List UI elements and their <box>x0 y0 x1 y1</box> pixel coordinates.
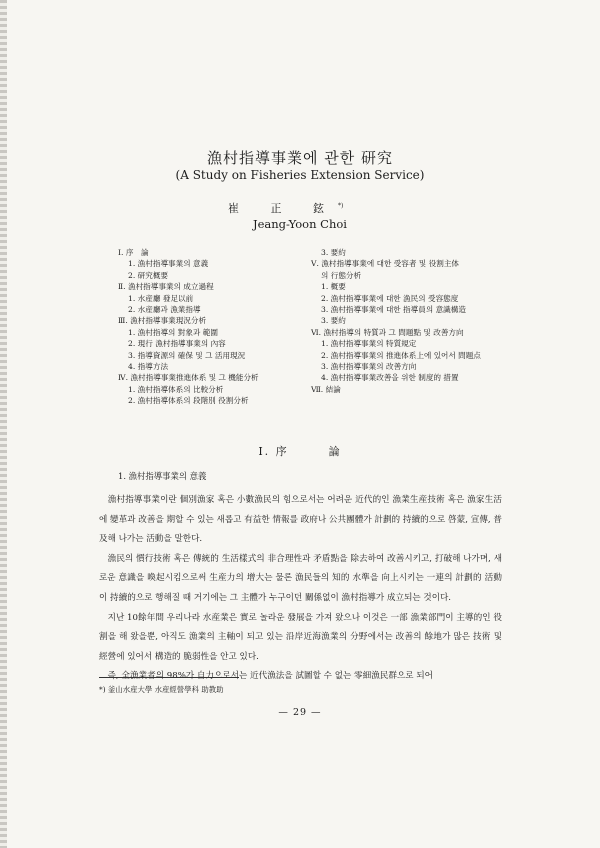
section-word: 論 <box>328 445 342 458</box>
toc-entry: 2. 漁村指導事業에 대한 漁民의 受容態度 <box>321 293 459 303</box>
toc-entry: Ⅶ. 結論 <box>311 384 341 394</box>
paragraph: 지난 10餘年間 우리나라 水産業은 實로 놀라운 發展을 가져 왔으나 이것은 一部 漁業部門이 主導的인 役割을 해 왔을뿐, 아직도 漁業의 主軸이 되고 있는 沿岸近海漁業의 分野에서는 改善의 餘地가 많은 技術 및 經營에 있어서 構造的 脆弱性을 안고 있다. <box>99 612 502 662</box>
author-roman-name: Jeang-Yoon Choi <box>253 217 347 231</box>
section-numeral: Ⅰ. 序 <box>258 445 289 458</box>
table-of-contents-left <box>118 247 298 407</box>
subsection-heading: 1. 漁村指導事業의 意義 <box>118 471 207 481</box>
toc-entry: 3. 指導資源의 確保 및 그 活用現況 <box>128 350 246 360</box>
toc-entry: 1. 漁村指導의 對象과 範圍 <box>128 327 218 337</box>
page-number: — 29 — <box>278 707 322 718</box>
paper-subtitle: (A Study on Fisheries Extension Service) <box>175 168 425 182</box>
author-footnote-mark: *) <box>338 202 344 210</box>
toc-entry: Ⅱ. 漁村指導事業의 成立過程 <box>118 282 214 292</box>
author-name <box>228 200 378 216</box>
paper-title: 漁村指導事業에 관한 研究 <box>206 149 393 167</box>
paragraph: 漁民의 慣行技術 혹은 傳統的 生活樣式의 非合理性과 矛盾點을 除去하여 改善시키고, 打破해 나가며, 새로운 意識을 喚起시킴으로써 生産力의 增大는 물론 漁民들의 知的 水準을 向上시키는 一連의 計劃的 活動이 持續的으로 행해질 때 거기에는 그 主體가 누구이던 關係없이 漁村指導가 成立되는 것이다. <box>99 553 502 603</box>
toc-entry: Ⅵ. 漁村指導의 特質과 그 問題點 및 改善方向 <box>311 327 464 337</box>
toc-entry: Ⅲ. 漁村指導事業現況分析 <box>118 316 207 326</box>
toc-entry: 2. 水産廳과 漁業指導 <box>128 305 201 315</box>
toc-entry: 1. 漁村指導事業의 意義 <box>128 259 209 269</box>
toc-entry: 3. 要約 <box>321 316 346 326</box>
toc-entry: 1. 漁村指導事業의 特質規定 <box>321 339 417 349</box>
toc-entry: 4. 指導方法 <box>128 362 169 372</box>
section-heading <box>0 443 600 459</box>
toc-entry: 3. 漁村指導事業에 대한 指導員의 意識構造 <box>321 305 466 315</box>
footnote-divider <box>99 677 239 678</box>
toc-entry: 3. 要約 <box>321 248 346 257</box>
author-name-text: 崔 正 鉉 <box>228 202 338 215</box>
toc-entry: Ⅳ. 漁村指導事業推進体系 및 그 機能分析 <box>118 373 259 383</box>
toc-entry: 2. 研究概要 <box>128 270 169 280</box>
footnote: *) 釜山水産大學 水産經營學科 助教助 <box>99 685 224 694</box>
toc-entry: 3. 漁村指導事業의 改善方向 <box>321 362 417 372</box>
paragraph: 漁村指導事業이란 個別漁家 혹은 小數漁民의 힘으로서는 어려운 近代的인 漁業生産技術 혹은 漁家生活에 變革과 改善을 期할 수 있는 새롭고 有益한 情報를 政府나 公共團體가 計劃的 持續的으로 啓蒙, 宣傳, 普及해 나가는 活動을 말한다. <box>99 495 502 545</box>
table-of-contents-right <box>311 247 511 395</box>
toc-entry: 1. 水産廳 發足以前 <box>128 293 194 303</box>
toc-entry: 의 行態分析 <box>321 270 362 280</box>
toc-entry: 2. 現行 漁村指導事業의 內容 <box>128 339 226 349</box>
toc-entry: Ⅴ. 漁村指導事業에 대한 受容者 및 役割主体 <box>311 259 460 269</box>
paragraph: 즉, 全漁業者의 98%가 自力으로서는 近代漁法을 試圖할 수 없는 零細漁民群으로 되어 <box>99 671 433 682</box>
toc-entry: 1. 漁村指導体系의 比較分析 <box>128 384 224 394</box>
body-text <box>99 491 502 687</box>
toc-entry: 2. 漁村指導体系의 段階別 役割分析 <box>128 396 249 406</box>
toc-entry: 4. 漁村指導事業改善을 위한 制度的 措置 <box>321 373 459 383</box>
toc-entry: 1. 概要 <box>321 282 346 292</box>
toc-entry: Ⅰ. 序 論 <box>118 248 149 257</box>
page-edge <box>0 0 7 848</box>
toc-entry: 2. 漁村指導事業의 推進体系上에 있어서 問題点 <box>321 350 481 360</box>
